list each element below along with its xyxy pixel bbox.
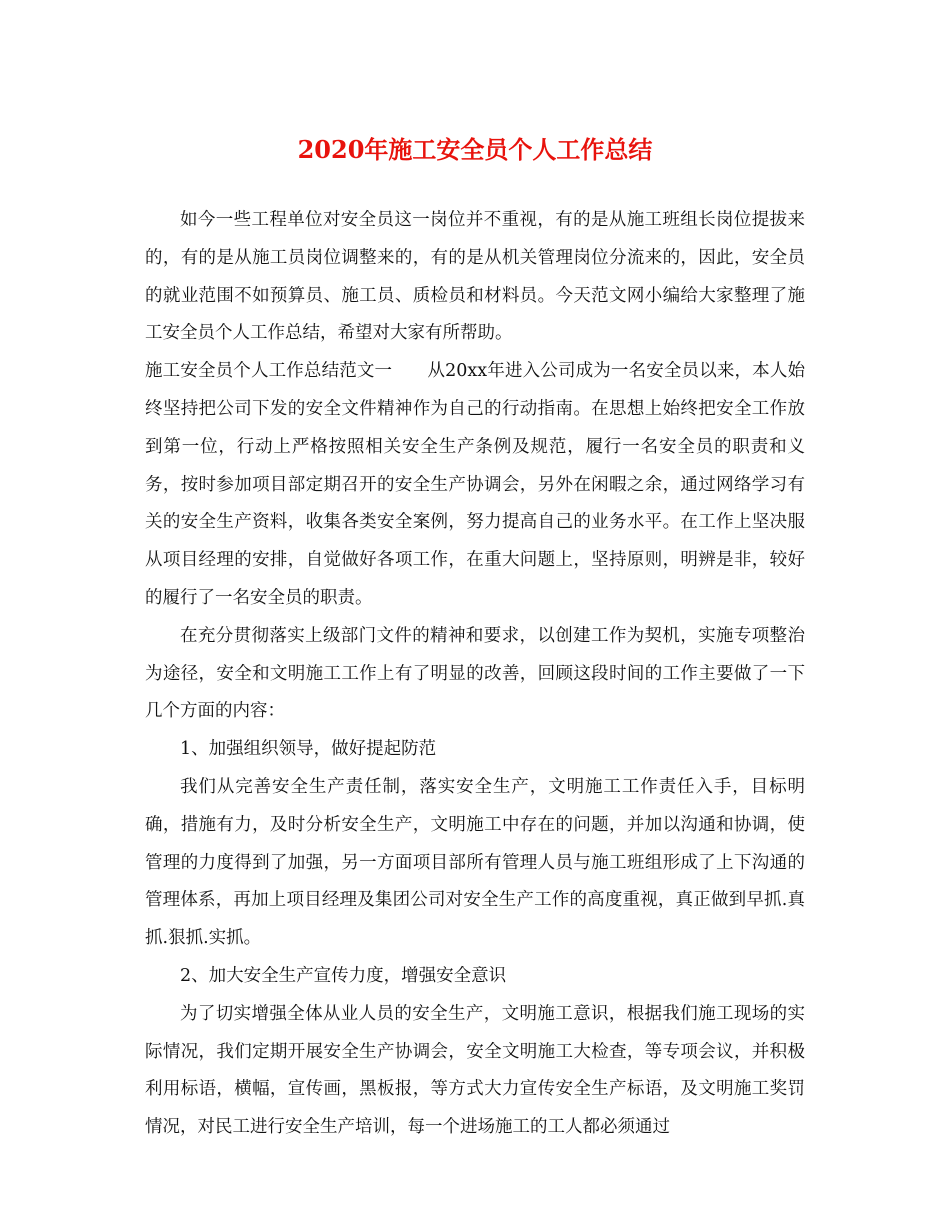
section-heading-1: 1、加强组织领导，做好提起防范	[180, 739, 437, 760]
document-body	[145, 202, 805, 1147]
paragraph-intro: 如今一些工程单位对安全员这一岗位并不重视，有的是从施工班组长岗位提拔来的，有的是从施工员岗位调整来的，有的是从机关管理岗位分流来的，因此，安全员的就业范围不如预算员、施工员、质检员和材料员。今天范文网小编给大家整理了施工安全员个人工作总结，希望对大家有所帮助。	[145, 210, 805, 344]
paragraph-section-1: 我们从完善安全生产责任制，落实安全生产，文明施工工作责任入手，目标明确，措施有力，及时分析安全生产，文明施工中存在的问题，并加以沟通和协调，使管理的力度得到了加强，另一方面项目部所有管理人员与施工班组形成了上下沟通的管理体系，再加上项目经理及集团公司对安全生产工作的高度重视，真正做到早抓.真抓.狠抓.实抓。	[145, 776, 805, 949]
paragraph-sample-one: 施工安全员个人工作总结范文一 从20xx年进入公司成为一名安全员以来，本人始终坚持把公司下发的安全文件精神作为自己的行动指南。在思想上始终把安全工作放到第一位，行动上严格按照相关安全生产条例及规范，履行一名安全员的职责和义务，按时参加项目部定期召开的安全生产协调会，另外在闲暇之余，通过网络学习有关的安全生产资料，收集各类安全案例，努力提高自己的业务水平。在工作上坚决服从项目经理的安排，自觉做好各项工作，在重大问题上，坚持原则，明辨是非，较好的履行了一名安全员的职责。	[145, 361, 805, 608]
document-title: 2020年施工安全员个人工作总结	[297, 135, 653, 164]
paragraph-section-2: 为了切实增强全体从业人员的安全生产，文明施工意识，根据我们施工现场的实际情况，我们定期开展安全生产协调会，安全文明施工大检查，等专项会议，并积极利用标语，横幅，宣传画，黑板报，等方式大力宣传安全生产标语，及文明施工奖罚情况，对民工进行安全生产培训，每一个进场施工的工人都必须通过	[145, 1003, 805, 1138]
section-heading-2: 2、加大安全生产宣传力度，增强安全意识	[180, 965, 507, 986]
paragraph-overview: 在充分贯彻落实上级部门文件的精神和要求，以创建工作为契机，实施专项整治为途径，安全和文明施工工作上有了明显的改善，回顾这段时间的工作主要做了一下几个方面的内容：	[145, 625, 805, 722]
